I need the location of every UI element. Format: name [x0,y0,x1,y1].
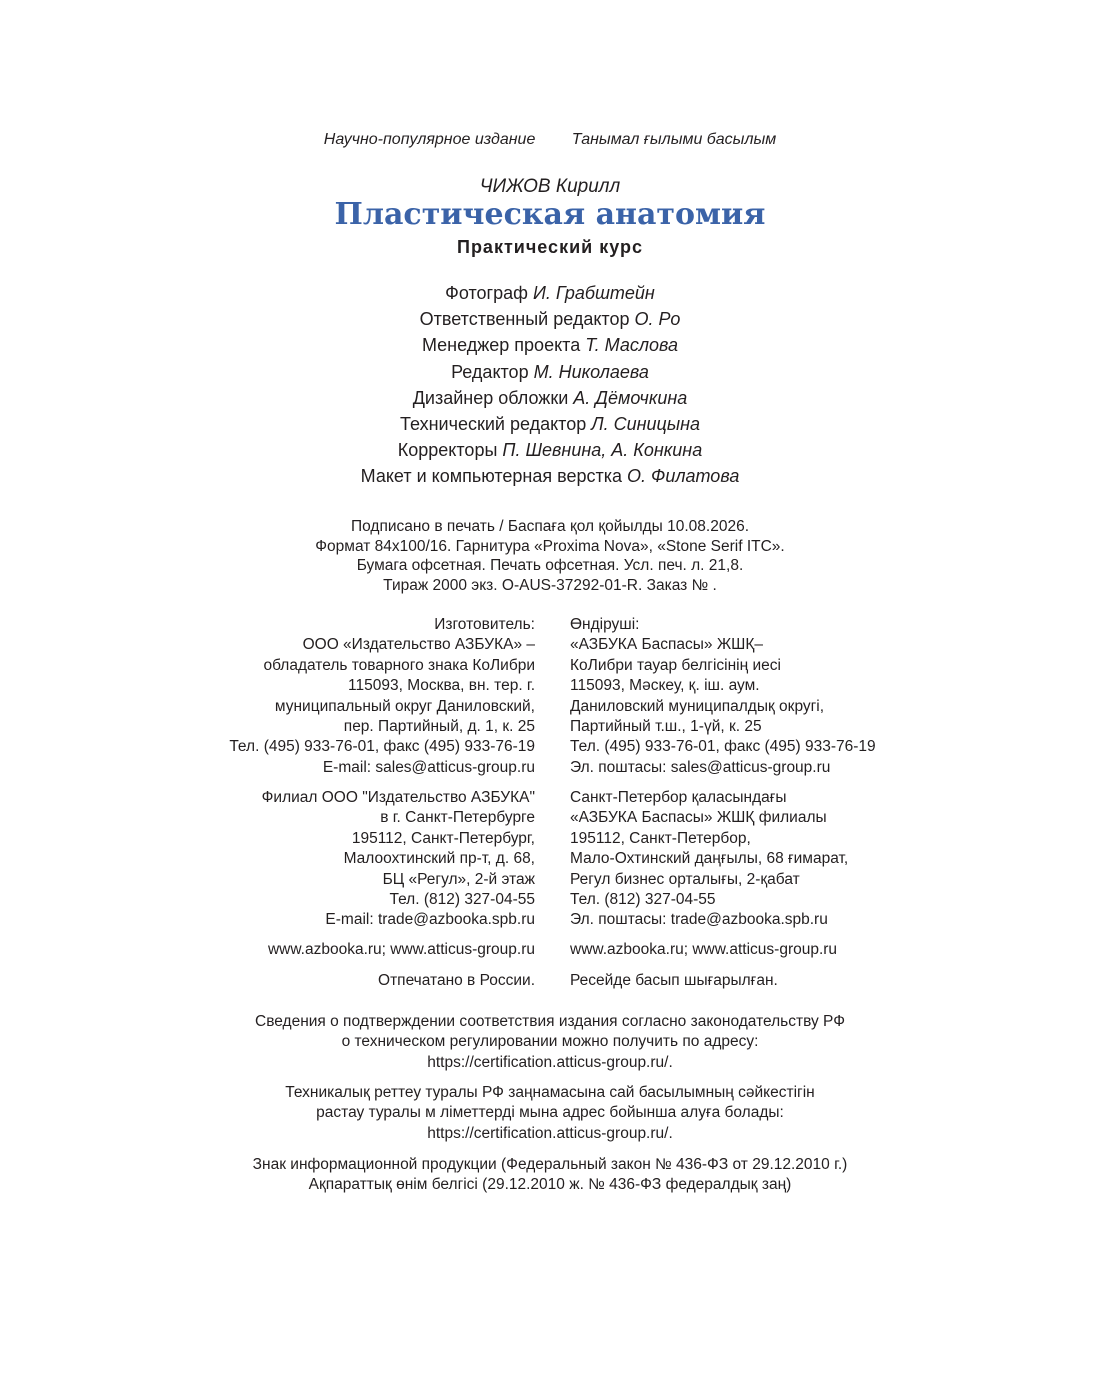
branch-ru-email: E-mail: trade@azbooka.spb.ru [325,911,535,929]
manufacturer-kz-line: Даниловский муниципалдық округі, [570,697,825,715]
credit-line: Дизайнер обложки А. Дёмочкина [412,387,688,408]
branch-ru [155,788,535,931]
certification-ru-url: https://certification.atticus-group.ru/. [427,1053,673,1071]
branch-kz-line: «АЗБУКА Баспасы» ЖШҚ филиалы [570,809,827,827]
branch-ru-line: БЦ «Регул», 2-й этаж [382,870,535,888]
branch-ru-line: 195112, Санкт-Петербург, [351,829,535,847]
manufacturer-ru-line: ООО «Издательство АЗБУКА» – [302,636,535,654]
manufacturer-ru-line: Изготовитель: [434,616,535,633]
credit-line: Макет и компьютерная верстка О. Филатова [360,466,740,487]
manufacturer-kz-line: КоЛибри тауар белгісінің иесі [570,656,781,674]
manufacturer-kz [570,615,950,778]
credit-line: Технический редактор Л. Синицына [400,414,700,435]
branch-kz [570,788,950,931]
branch-ru-line: Малоохтинский пр-т, д. 68, [343,850,535,868]
branch-kz-line: Мало-Охтинский даңғылы, 68 ғимарат, [570,850,849,868]
manufacturer-ru-line: обладатель товарного знака КоЛибри [263,656,535,674]
credit-line: Корректоры П. Шевнина, А. Конкина [397,440,703,461]
manufacturer-ru-email: E-mail: sales@atticus-group.ru [322,758,535,776]
manufacturer-kz-line: «АЗБУКА Баспасы» ЖШҚ– [570,636,764,654]
edition-kz: Танымал ғылыми басылым [571,131,777,148]
manufacturer-ru-line: 115093, Москва, вн. тер. г. [348,677,535,695]
credit-line: Редактор М. Николаева [451,361,649,382]
manufacturer-kz-line: Өндіруші: [570,616,640,633]
manufacturer-kz-line: 115093, Мәскеу, қ. іш. аум. [570,677,760,695]
credit-line: Ответственный редактор О. Ро [419,309,681,330]
websites-ru: www.azbooka.ru; www.atticus-group.ru [267,941,535,958]
certification-kz-line: растау туралы м ліметтерді мына адрес бойынша алуға болады: [316,1104,784,1122]
manufacturer-kz-line: Партийный т.ш., 1-үй, к. 25 [570,718,762,736]
print-info-line: Формат 84x100/16. Гарнитура «Proxima Nova», «Stone Serif ITC». [315,537,785,555]
print-info [0,517,1100,595]
branch-kz-line: Регул бизнес орталығы, 2-қабат [570,870,800,888]
edition-ru: Научно-популярное издание [323,131,536,148]
certification-kz-url: https://certification.atticus-group.ru/. [427,1124,673,1142]
branch-kz-email: Эл. поштасы: trade@azbooka.spb.ru [570,911,828,929]
info-sign [0,1155,1100,1196]
print-info-line: Тираж 2000 экз. O-AUS-37292-01-R. Заказ № . [383,576,717,594]
certification-kz-line: Техникалық реттеу туралы РФ заңнамасына сай басылымның сәйкестігін [285,1084,815,1101]
credit-line: Менеджер проекта Т. Маслова [421,335,679,356]
manufacturer-kz-email: Эл. поштасы: sales@atticus-group.ru [570,758,831,776]
branch-ru-line: в г. Санкт-Петербурге [380,809,535,827]
edition-line [0,130,1100,150]
manufacturer-ru-line: муниципальный округ Даниловский, [274,697,535,715]
certification-ru-line: о техническом регулировании можно получить по адресу: [341,1033,759,1051]
author: ЧИЖОВ Кирилл [479,176,621,197]
branch-ru-line: Тел. (812) 327-04-55 [389,891,535,909]
info-sign-kz: Ақпараттық өнім белгісі (29.12.2010 ж. № 436-ФЗ федералдық заң) [308,1176,792,1194]
manufacturer-ru-line: Тел. (495) 933-76-01, факс (495) 933-76-19 [229,738,535,756]
branch-kz-line: 195112, Санкт-Петербор, [570,829,751,847]
certification-ru [0,1012,1100,1073]
certification-ru-line: Сведения о подтверждении соответствия издания согласно законодательству РФ [255,1013,845,1030]
credits-list [0,280,1100,490]
manufacturer-kz-line: Тел. (495) 933-76-01, факс (495) 933-76-19 [570,738,876,756]
print-info-line: Подписано в печать / Баспаға қол қойылды 10.08.2026. [350,518,750,535]
book-title: Пластическая анатомия [334,197,766,232]
branch-kz-line: Тел. (812) 327-04-55 [570,891,716,909]
printed-in-ru: Отпечатано в России. [378,972,535,989]
branch-ru-line: Филиал ООО "Издательство АЗБУКА" [261,789,535,806]
book-subtitle: Практический курс [457,237,643,257]
manufacturer-ru-line: пер. Партийный, д. 1, к. 25 [343,718,535,736]
manufacturer-ru [155,615,535,778]
branch-kz-line: Санкт-Петербор қаласындағы [570,789,787,806]
credit-line: Фотограф И. Грабштейн [445,283,655,303]
printed-in-kz: Ресейде басып шығарылған. [570,972,778,989]
print-info-line: Бумага офсетная. Печать офсетная. Усл. печ. л. 21,8. [356,557,744,574]
info-sign-ru: Знак информационной продукции (Федеральный закон № 436-ФЗ от 29.12.2010 г.) [252,1156,848,1173]
websites-kz: www.azbooka.ru; www.atticus-group.ru [570,941,838,958]
certification-kz [0,1083,1100,1144]
